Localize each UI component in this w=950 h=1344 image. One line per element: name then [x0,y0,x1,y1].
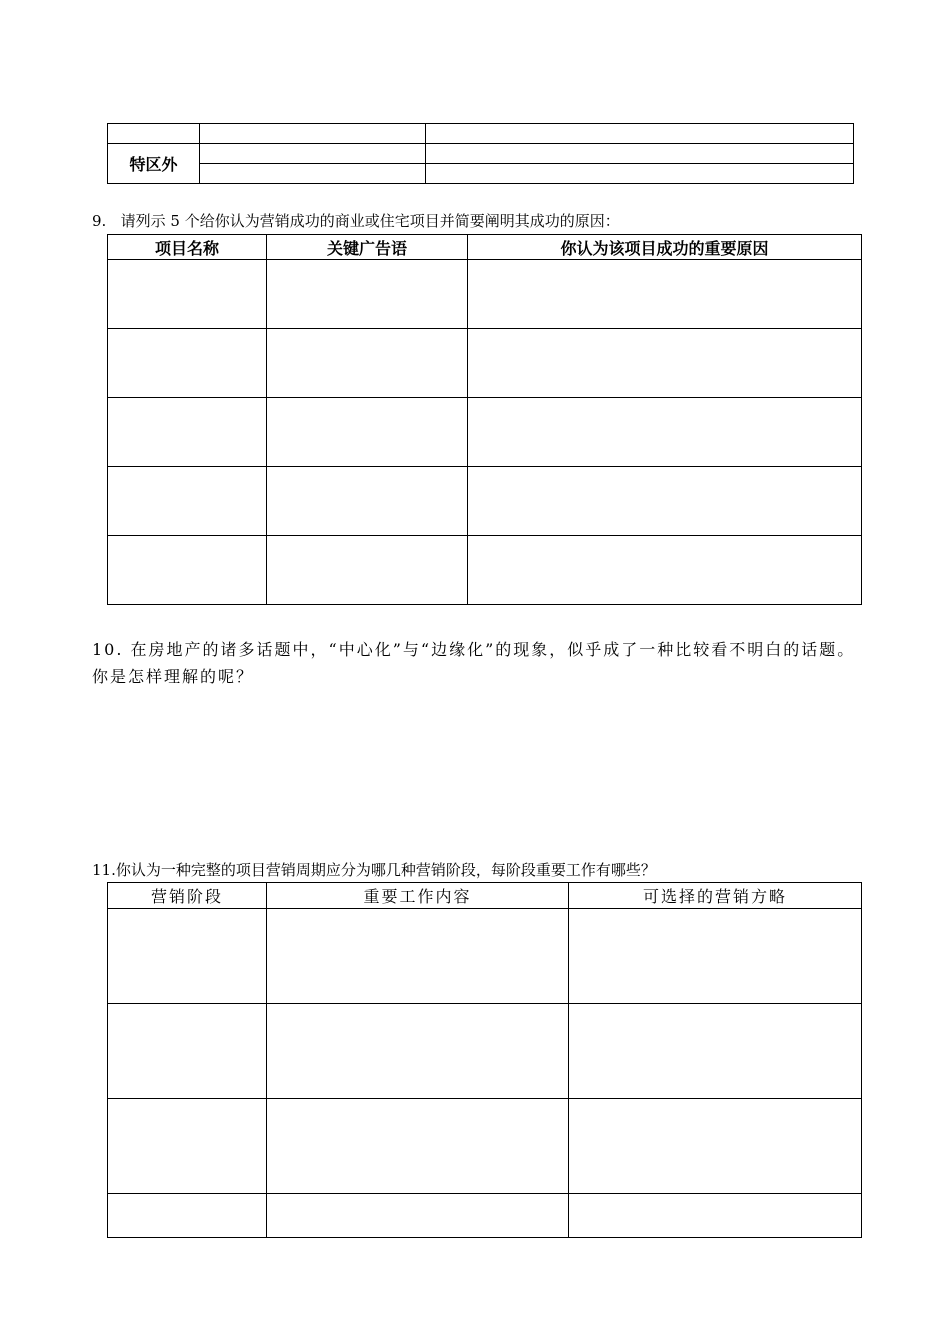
answer-cell[interactable] [267,1004,569,1099]
answer-cell[interactable] [108,260,267,329]
answer-cell[interactable] [468,260,862,329]
question-11 [92,860,852,880]
answer-cell[interactable] [468,398,862,467]
table-header-row [108,883,862,909]
table-cell[interactable] [200,124,426,144]
column-header-success-reason: 你认为该项目成功的重要原因 [468,235,862,260]
answer-cell[interactable] [108,329,267,398]
question-text: 11.你认为一种完整的项目营销周期应分为哪几种营销阶段，每阶段重要工作有哪些？ [92,861,656,879]
answer-cell[interactable] [267,536,468,605]
table-cell[interactable] [426,164,854,184]
answer-cell[interactable] [108,467,267,536]
table-cell[interactable] [200,144,426,164]
table-cell[interactable] [200,164,426,184]
answer-cell[interactable] [569,1004,862,1099]
answer-cell[interactable] [267,1194,569,1238]
answer-cell[interactable] [569,1194,862,1238]
answer-cell[interactable] [569,909,862,1004]
marketing-stage-table [107,882,862,1238]
answer-cell[interactable] [267,398,468,467]
answer-cell[interactable] [108,909,267,1004]
answer-cell[interactable] [108,536,267,605]
question-text: 请列示 5 个给你认为营销成功的商业或住宅项目并简要阐明其成功的原因： [120,212,620,230]
answer-cell[interactable] [267,467,468,536]
region-label: 特区外 [108,144,200,184]
answer-cell[interactable] [569,1099,862,1194]
answer-cell[interactable] [468,467,862,536]
table-row [108,1004,862,1099]
answer-cell[interactable] [108,398,267,467]
table-row [108,144,854,164]
table-cell[interactable] [426,144,854,164]
answer-cell[interactable] [108,1194,267,1238]
answer-cell[interactable] [108,1099,267,1194]
answer-cell[interactable] [267,329,468,398]
table-row [108,124,854,144]
question-9 [92,211,852,231]
table-row [108,398,862,467]
table-row [108,329,862,398]
table-row [108,536,862,605]
table-row [108,164,854,184]
answer-cell[interactable] [267,1099,569,1194]
table-header-row [108,235,862,260]
table-row [108,1194,862,1238]
question-text: 10. 在房地产的诸多话题中，“中心化”与“边缘化”的现象，似乎成了一种比较看不明白的话题。你是怎样理解的呢？ [92,640,856,686]
question-number: 9. [92,212,107,230]
table-cell[interactable] [426,124,854,144]
answer-cell[interactable] [468,536,862,605]
table-row [108,467,862,536]
table-row [108,1099,862,1194]
answer-cell[interactable] [267,909,569,1004]
column-header-stage: 营销阶段 [108,883,267,909]
column-header-work-content: 重要工作内容 [267,883,569,909]
project-success-table [107,234,862,605]
column-header-slogan: 关键广告语 [267,235,468,260]
answer-cell[interactable] [108,1004,267,1099]
column-header-strategy: 可选择的营销方略 [569,883,862,909]
column-header-project-name: 项目名称 [108,235,267,260]
table-row [108,260,862,329]
answer-cell[interactable] [468,329,862,398]
table-cell[interactable] [108,124,200,144]
question-10 [92,636,864,690]
answer-cell[interactable] [267,260,468,329]
region-table [107,123,854,184]
table-row [108,909,862,1004]
